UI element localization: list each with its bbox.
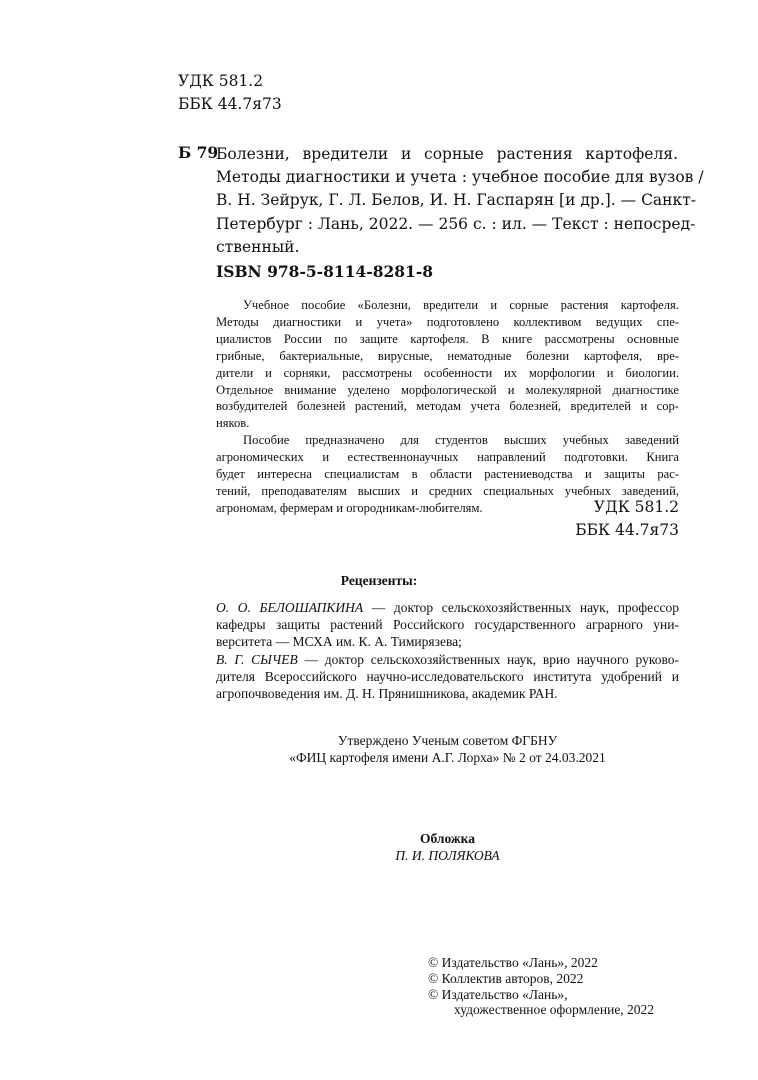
reviewer-line [216,651,679,668]
copyright-line: © Издательство «Лань», 2022 [428,955,598,970]
copyright-line: © Коллектив авторов, 2022 [428,970,584,986]
annotation [216,297,679,517]
reviewers-title: Рецензенты: [340,573,418,588]
copyright-line: © Издательство «Лань», [428,986,568,1002]
reviewers-list [216,599,679,702]
udk-code-bottom: УДК 581.2 [593,498,679,516]
copyright-block [428,955,654,1018]
annotation-line: Отдельное внимание уделено морфологической и молекулярной диагностике [216,382,679,397]
cover-credit [216,830,679,864]
annotation-line: дители и сорняки, рассмотрены особенности их морфологии и биологии. [216,365,679,380]
reviewer-text: — доктор сельскохозяйственных наук, врио научного руково- [297,651,679,667]
annotation-line: агрономам, фермерам и огородникам-любителям. [216,500,483,515]
author-mark: Б 79 [178,143,219,162]
bbk-code-top: ББК 44.7я73 [178,95,282,113]
reviewer-name: О. О. БЕЛОШАПКИНА [216,600,364,615]
bottom-classification [575,496,679,542]
annotation-line: агрономических и естественнонаучных направлений подготовки. Книга [216,450,679,465]
reviewer-name: В. Г. СЫЧЕВ [216,651,298,667]
reviewer-line: кафедры защиты растений Российского государственного аграрного уни- [216,617,679,633]
annotation-line: Учебное пособие «Болезни, вредители и сорные растения картофеля. [243,298,679,312]
reviewer-line [216,599,679,616]
annotation-line: няков. [216,416,250,431]
entry-line: Болезни, вредители и сорные растения картофеля. [216,145,678,163]
entry-line: В. Н. Зейрук, Г. Л. Белов, И. Н. Гаспарян [и др.]. — Санкт- [216,191,697,210]
cover-artist: П. И. ПОЛЯКОВА [395,848,500,864]
reviewer-text: — доктор сельскохозяйственных наук, профессор [363,600,679,615]
bbk-code-bottom: ББК 44.7я73 [575,521,679,539]
annotation-line: циалистов России по защите картофеля. В книге рассмотрены основные [216,331,679,346]
entry-line: Методы диагностики и учета : учебное пособие для вузов / [216,168,704,187]
approval-line: Утверждено Ученым советом ФГБНУ [337,733,558,748]
entry-line: Петербург : Лань, 2022. — 256 с. : ил. — Текст : непосред- [216,214,696,233]
cover-label: Обложка [419,831,475,846]
approval-note [216,732,679,766]
top-classification [178,70,282,116]
annotation-line: грибные, бактериальные, вирусные, нематодные болезни картофеля, вре- [216,348,679,363]
entry-line: ственный. [216,237,300,256]
annotation-line: будет интересна специалистам в области растениеводства и защиты рас- [216,467,679,482]
reviewer-line: дителя Всероссийского научно-исследовательского института удобрений и [216,668,679,684]
reviewer-line: верситета — МСХА им. К. А. Тимирязева; [216,634,462,650]
copyright-line: художественное оформление, 2022 [454,1002,655,1018]
annotation-line: тений, преподавателям высших и средних специальных учебных заведений, [216,483,679,498]
reviewer-line: агропочвоведения им. Д. Н. Прянишникова, академик РАН. [216,686,558,702]
udk-code-top: УДК 581.2 [178,72,264,90]
annotation-line: возбудителей болезней растений, методам учета болезней, вредителей и сор- [216,399,679,414]
annotation-line: Методы диагностики и учета» подготовлено коллективом ведущих спе- [216,314,679,329]
approval-line: «ФИЦ картофеля имени А.Г. Лорха» № 2 от 24.03.2021 [289,750,606,766]
annotation-line: Пособие предназначено для студентов высших учебных заведений [243,433,679,448]
bibliographic-entry [216,143,704,259]
isbn: ISBN 978-5-8114-8281-8 [216,262,434,281]
